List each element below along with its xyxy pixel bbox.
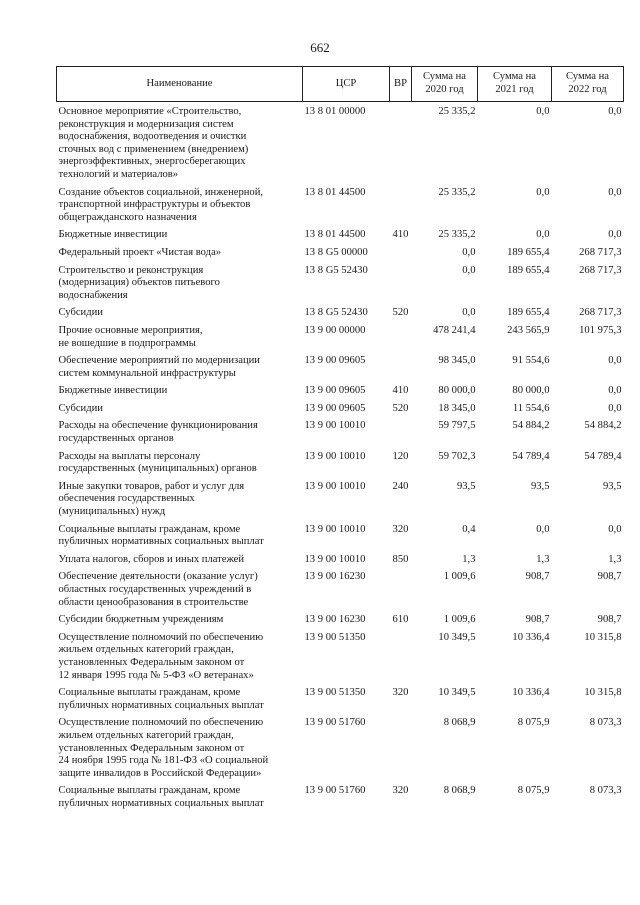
table-row — [57, 247, 624, 265]
row-sum-2020: 25 335,2 — [438, 229, 476, 241]
row-name-line: области ценообразования в строительстве — [58, 596, 249, 608]
row-sum-2021: 10 336,4 — [512, 631, 550, 643]
row-name-line: транспортной инфраструктуры и объектов — [58, 199, 251, 211]
row-sum-2020: 93,5 — [456, 480, 476, 492]
row-name — [57, 687, 303, 717]
table-body — [57, 106, 624, 816]
row-csr: 13 8 G5 52430 — [304, 264, 368, 276]
row-name-line: Создание объектов социальной, инженерной, — [58, 186, 264, 198]
row-name-line: систем коммунальной инфраструктуры — [58, 367, 236, 379]
row-name — [57, 325, 303, 355]
row-name-line: Прочие основные мероприятия, — [58, 324, 203, 336]
row-name-line: публичных нормативных социальных выплат — [58, 536, 264, 548]
table-row — [57, 229, 624, 247]
row-sum-2020: 59 797,5 — [438, 420, 476, 432]
row-vr: 320 — [392, 687, 409, 699]
row-sum-2021: 189 655,4 — [507, 264, 550, 276]
row-vr — [390, 717, 412, 785]
row-csr: 13 9 00 16230 — [304, 614, 366, 626]
row-sum-2020: 10 349,5 — [438, 687, 476, 699]
row-vr: 410 — [392, 229, 409, 241]
row-vr: 320 — [392, 523, 409, 535]
row-sum-2020: 10 349,5 — [438, 631, 476, 643]
row-sum-2022: 8 073,3 — [589, 717, 622, 729]
row-sum-2022: 10 315,8 — [584, 631, 622, 643]
row-name-line: государственных органов — [58, 433, 174, 445]
row-sum-2020: 1,3 — [462, 553, 476, 565]
row-name — [57, 554, 303, 572]
row-sum-2020: 59 702,3 — [438, 450, 476, 462]
row-name-line: энергоэффективных, энергосберегающих — [58, 156, 246, 168]
row-name-line: Осуществление полномочий по обеспечению — [58, 717, 264, 729]
row-sum-2022: 10 315,8 — [584, 687, 622, 699]
row-sum-2022: 93,5 — [602, 480, 622, 492]
row-name-line: защите инвалидов в Российской Федерации» — [58, 767, 262, 779]
row-name-line: установленных Федеральным законом от — [58, 656, 245, 668]
table-row — [57, 325, 624, 355]
row-sum-2021: 189 655,4 — [507, 307, 550, 319]
row-name-line: Расходы на обеспечение функционирования — [58, 420, 258, 432]
row-name-line: публичных нормативных социальных выплат — [58, 699, 264, 711]
header-sum-2020-line1: Сумма на — [422, 71, 467, 83]
row-sum-2020: 478 241,4 — [433, 324, 476, 336]
table-row — [57, 554, 624, 572]
row-sum-2020: 18 345,0 — [438, 402, 476, 414]
row-name-line: не вошедшие в подпрограммы — [58, 337, 196, 349]
page-number: 662 — [310, 40, 330, 55]
row-sum-2022: 268 717,3 — [579, 307, 622, 319]
row-sum-2021: 91 554,6 — [512, 355, 550, 367]
table-row — [57, 614, 624, 632]
row-sum-2021: 80 000,0 — [512, 385, 550, 397]
row-sum-2022: 908,7 — [597, 614, 622, 626]
row-name-line: Осуществление полномочий по обеспечению — [58, 631, 264, 643]
row-sum-2021: 0,0 — [536, 106, 550, 117]
row-name-line: областных государственных учреждений в — [58, 584, 252, 595]
row-name-line: Уплата налогов, сборов и иных платежей — [58, 553, 245, 565]
header-sum-2021-line1: Сумма на — [492, 71, 537, 83]
row-name — [57, 247, 303, 265]
row-sum-2022: 0,0 — [608, 229, 622, 241]
row-sum-2022: 0,0 — [608, 523, 622, 535]
row-name — [57, 632, 303, 687]
row-name-line: жильем отдельных категорий граждан, — [58, 729, 234, 741]
row-vr: 610 — [392, 614, 409, 626]
row-sum-2022: 1,3 — [608, 553, 622, 565]
row-name-line: Основное мероприятие «Строительство, — [58, 106, 242, 117]
row-name-line: Расходы на выплаты персоналу — [58, 450, 201, 462]
row-name — [57, 717, 303, 785]
row-name-line: водоснабжения, водоотведения и очистки — [58, 131, 247, 143]
row-csr: 13 9 00 09605 — [304, 402, 366, 414]
row-name-line: Социальные выплаты гражданам, кроме — [58, 785, 241, 797]
row-name — [57, 355, 303, 385]
row-name-line: сточных вод с применением (внедрением) — [58, 143, 249, 155]
row-sum-2021: 54 789,4 — [512, 450, 550, 462]
row-name-line: публичных нормативных социальных выплат — [58, 797, 264, 809]
row-name — [57, 187, 303, 230]
row-name-line: Субсидии — [58, 307, 103, 319]
row-name-line: 24 ноября 1995 года № 181-ФЗ «О социальной — [58, 755, 269, 767]
row-name-line: (муниципальных) нужд — [58, 506, 166, 518]
row-name — [57, 420, 303, 450]
header-name: Наименование — [57, 67, 303, 102]
row-vr — [390, 420, 412, 450]
row-name-line: 12 января 1995 года № 5-ФЗ «О ветеранах» — [58, 669, 254, 681]
row-csr: 13 8 G5 52430 — [304, 307, 368, 319]
header-sum-2022-line2: 2022 год — [568, 84, 607, 95]
row-sum-2021: 11 554,6 — [512, 402, 550, 414]
header-vr: ВР — [390, 67, 412, 102]
row-csr: 13 8 01 00000 — [304, 106, 366, 117]
header-sum-2020-line2: 2020 год — [425, 84, 464, 95]
row-sum-2021: 1,3 — [536, 553, 550, 565]
header-csr: ЦСР — [303, 67, 390, 102]
row-sum-2022: 0,0 — [608, 186, 622, 198]
row-name — [57, 385, 303, 403]
row-sum-2021: 908,7 — [525, 614, 550, 626]
header-sum-2022 — [552, 67, 624, 102]
table-row — [57, 571, 624, 614]
row-sum-2021: 54 884,2 — [512, 420, 550, 432]
row-sum-2020: 0,0 — [462, 264, 476, 276]
row-csr: 13 9 00 09605 — [304, 355, 366, 367]
table-row — [57, 785, 624, 815]
row-vr: 520 — [392, 402, 409, 414]
row-name — [57, 451, 303, 481]
table-row — [57, 355, 624, 385]
row-name-line: (модернизация) объектов питьевого — [58, 277, 220, 289]
row-sum-2021: 189 655,4 — [507, 246, 550, 258]
row-name-line: государственных (муниципальных) органов — [58, 463, 257, 475]
row-csr: 13 9 00 51760 — [304, 717, 366, 729]
row-vr — [390, 325, 412, 355]
row-name-line: Социальные выплаты гражданам, кроме — [58, 523, 241, 535]
row-sum-2020: 8 068,9 — [443, 717, 476, 729]
row-sum-2022: 0,0 — [608, 355, 622, 367]
row-sum-2020: 1 009,6 — [443, 571, 476, 583]
row-sum-2021: 8 075,9 — [517, 717, 550, 729]
row-name-line: Бюджетные инвестиции — [58, 229, 168, 241]
table-row — [57, 265, 624, 308]
budget-table — [56, 66, 624, 816]
row-csr: 13 9 00 51350 — [304, 687, 366, 699]
row-name-line: общегражданского назначения — [58, 211, 197, 223]
row-name — [57, 307, 303, 325]
row-sum-2020: 98 345,0 — [438, 355, 476, 367]
row-sum-2020: 8 068,9 — [443, 785, 476, 797]
row-sum-2021: 243 565,9 — [507, 324, 550, 336]
row-csr: 13 9 00 16230 — [304, 571, 366, 583]
row-sum-2022: 0,0 — [608, 385, 622, 397]
row-vr — [390, 187, 412, 230]
row-sum-2022: 0,0 — [608, 106, 622, 117]
row-csr: 13 9 00 10010 — [304, 450, 366, 462]
row-vr — [390, 632, 412, 687]
row-name — [57, 571, 303, 614]
table-row — [57, 481, 624, 524]
table-row — [57, 403, 624, 421]
row-sum-2020: 25 335,2 — [438, 186, 476, 198]
row-csr: 13 9 00 10010 — [304, 523, 366, 535]
row-sum-2021: 10 336,4 — [512, 687, 550, 699]
table-row — [57, 687, 624, 717]
row-csr: 13 9 00 09605 — [304, 385, 366, 397]
row-sum-2020: 0,4 — [462, 523, 476, 535]
row-csr: 13 8 G5 00000 — [304, 246, 368, 258]
row-sum-2020: 1 009,6 — [443, 614, 476, 626]
table-row — [57, 307, 624, 325]
table-header-row — [57, 67, 624, 102]
table-row — [57, 187, 624, 230]
row-csr: 13 9 00 10010 — [304, 480, 366, 492]
row-name-line: технологий и материалов» — [58, 168, 179, 180]
row-sum-2021: 8 075,9 — [517, 785, 550, 797]
table-row — [57, 385, 624, 403]
row-vr: 320 — [392, 785, 409, 797]
row-sum-2021: 908,7 — [525, 571, 550, 583]
row-name-line: Обеспечение мероприятий по модернизации — [58, 355, 260, 367]
table-row — [57, 717, 624, 785]
row-sum-2020: 25 335,2 — [438, 106, 476, 117]
row-sum-2022: 101 975,3 — [579, 324, 622, 336]
table-row — [57, 451, 624, 481]
table-row — [57, 524, 624, 554]
row-sum-2022: 54 884,2 — [584, 420, 622, 432]
row-sum-2022: 268 717,3 — [579, 264, 622, 276]
row-vr: 240 — [392, 480, 409, 492]
row-vr — [390, 355, 412, 385]
row-name-line: Строительство и реконструкция — [58, 264, 204, 276]
row-sum-2022: 54 789,4 — [584, 450, 622, 462]
table-row — [57, 632, 624, 687]
header-sum-2021 — [478, 67, 552, 102]
header-sum-2021-line2: 2021 год — [495, 84, 534, 95]
row-sum-2020: 0,0 — [462, 246, 476, 258]
row-sum-2020: 80 000,0 — [438, 385, 476, 397]
row-name-line: Федеральный проект «Чистая вода» — [58, 246, 222, 258]
row-sum-2021: 93,5 — [530, 480, 550, 492]
row-name — [57, 265, 303, 308]
row-name — [57, 106, 303, 187]
row-vr — [390, 247, 412, 265]
header-sum-2020 — [412, 67, 478, 102]
row-name-line: реконструкция и модернизация систем — [58, 118, 234, 130]
row-vr: 850 — [392, 553, 409, 565]
row-sum-2022: 8 073,3 — [589, 785, 622, 797]
row-vr — [390, 571, 412, 614]
row-vr — [390, 265, 412, 308]
row-vr — [390, 106, 412, 187]
row-name-line: Социальные выплаты гражданам, кроме — [58, 687, 241, 699]
row-name-line: установленных Федеральным законом от — [58, 742, 245, 754]
row-csr: 13 9 00 51760 — [304, 785, 366, 797]
row-sum-2021: 0,0 — [536, 523, 550, 535]
row-csr: 13 9 00 51350 — [304, 631, 366, 643]
row-vr: 520 — [392, 307, 409, 319]
table-row — [57, 106, 624, 187]
row-sum-2021: 0,0 — [536, 229, 550, 241]
row-csr: 13 8 01 44500 — [304, 229, 366, 241]
table-row — [57, 420, 624, 450]
row-csr: 13 9 00 10010 — [304, 420, 366, 432]
row-sum-2020: 0,0 — [462, 307, 476, 319]
row-name-line: Обеспечение деятельности (оказание услуг) — [58, 571, 258, 583]
row-name-line: Субсидии — [58, 402, 103, 414]
row-name — [57, 614, 303, 632]
row-name-line: водоснабжения — [58, 289, 128, 301]
row-name-line: Иные закупки товаров, работ и услуг для — [58, 480, 245, 492]
row-name — [57, 524, 303, 554]
row-name-line: Субсидии бюджетным учреждениям — [58, 614, 224, 626]
row-name — [57, 229, 303, 247]
row-name-line: Бюджетные инвестиции — [58, 385, 168, 397]
row-csr: 13 9 00 00000 — [304, 324, 366, 336]
row-name-line: обеспечения государственных — [58, 493, 195, 505]
row-sum-2022: 908,7 — [597, 571, 622, 583]
row-name — [57, 481, 303, 524]
row-vr: 120 — [392, 450, 409, 462]
row-sum-2022: 268 717,3 — [579, 246, 622, 258]
row-sum-2021: 0,0 — [536, 186, 550, 198]
header-sum-2022-line1: Сумма на — [565, 71, 610, 83]
row-sum-2022: 0,0 — [608, 402, 622, 414]
row-csr: 13 9 00 10010 — [304, 553, 366, 565]
row-csr: 13 8 01 44500 — [304, 186, 366, 198]
row-name — [57, 785, 303, 815]
row-name — [57, 403, 303, 421]
row-name-line: жильем отдельных категорий граждан, — [58, 644, 234, 656]
row-vr: 410 — [392, 385, 409, 397]
